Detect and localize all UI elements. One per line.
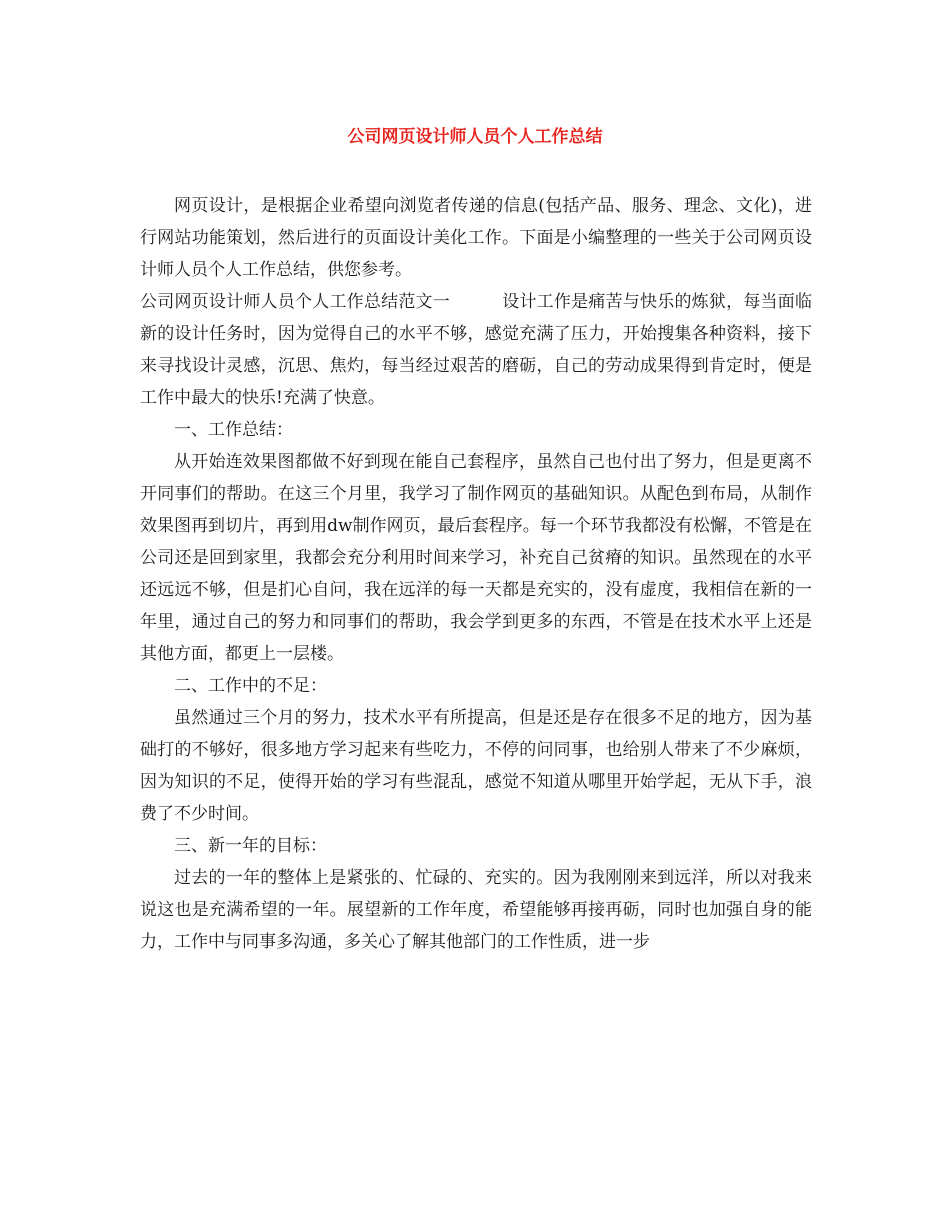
section2-heading: 二、工作中的不足： xyxy=(174,676,327,696)
intro-paragraph: 网页设计，是根据企业希望向浏览者传递的信息(包括产品、服务、理念、文化)，进行网站功能策划，然后进行的页面设计美化工作。下面是小编整理的一些关于公司网页设计师人员个人工作总结，供您参考。 xyxy=(140,196,812,280)
document-title: 公司网页设计师人员个人工作总结 xyxy=(347,127,603,147)
sample-paragraph xyxy=(140,286,812,414)
sample-opening: 设计工作是痛苦与快乐的炼狱，每当面临新的设计任务时，因为觉得自己的水平不够，感觉充满了压力，开始搜集各种资料，接下来寻找设计灵感，沉思、焦灼，每当经过艰苦的磨砺，自己的劳动成果得到肯定时，便是工作中最大的快乐!充满了快意。 xyxy=(140,292,812,408)
document-body xyxy=(140,190,812,958)
section3-heading: 三、新一年的目标： xyxy=(174,836,327,856)
section3-text: 过去的一年的整体上是紧张的、忙碌的、充实的。因为我刚刚来到远洋，所以对我来说这也是充满希望的一年。展望新的工作年度，希望能够再接再砺，同时也加强自身的能力，工作中与同事多沟通，多关心了解其他部门的工作性质，进一步 xyxy=(140,868,812,952)
section2-text: 虽然通过三个月的努力，技术水平有所提高，但是还是存在很多不足的地方，因为基础打的不够好，很多地方学习起来有些吃力，不停的问同事，也给别人带来了不少麻烦，因为知识的不足，使得开始的学习有些混乱，感觉不知道从哪里开始学起，无从下手，浪费了不少时间。 xyxy=(140,708,812,824)
section1-heading: 一、工作总结： xyxy=(174,420,293,440)
sample-heading: 公司网页设计师人员个人工作总结范文一 xyxy=(140,292,450,312)
section1-text: 从开始连效果图都做不好到现在能自己套程序，虽然自己也付出了努力，但是更离不开同事们的帮助。在这三个月里，我学习了制作网页的基础知识。从配色到布局，从制作效果图再到切片，再到用dw制作网页，最后套程序。每一个环节我都没有松懈，不管是在公司还是回到家里，我都会充分利用时间来学习，补充自己贫瘠的知识。虽然现在的水平还远远不够，但是扪心自问，我在远洋的每一天都是充实的，没有虚度，我相信在新的一年里，通过自己的努力和同事们的帮助，我会学到更多的东西，不管是在技术水平上还是其他方面，都更上一层楼。 xyxy=(140,452,812,664)
